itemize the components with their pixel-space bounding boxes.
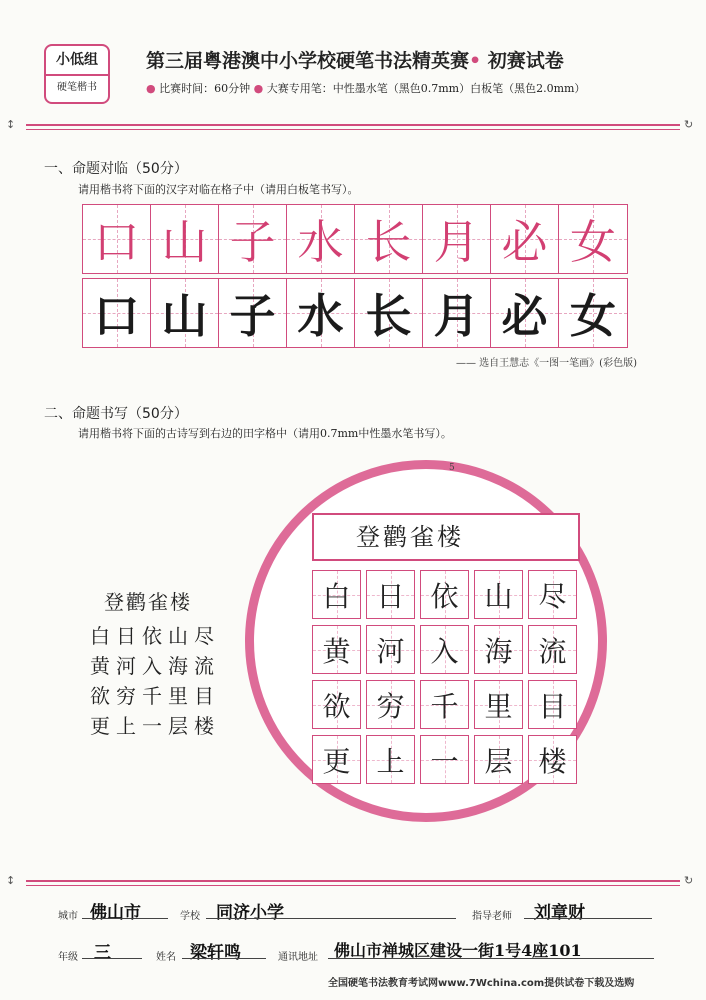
teacher-label: 指导老师 (472, 911, 512, 922)
copy-char-cell[interactable]: 月 (423, 279, 491, 347)
poem-line: 白日依山尽 (90, 624, 220, 648)
section2-title: 二、命题书写（50分） (44, 406, 188, 422)
answer-cell[interactable]: 层 (474, 735, 523, 784)
copy-char-cell[interactable]: 水 (287, 279, 355, 347)
divider-left-icon: ↕ (6, 118, 16, 131)
grade-label: 年级 (58, 952, 78, 963)
divider-right-icon: ↻ (684, 874, 694, 887)
answer-cell[interactable]: 日 (366, 570, 415, 619)
answer-cell[interactable]: 里 (474, 680, 523, 729)
school-underline (206, 918, 456, 919)
poem-line: 黄河入海流 (90, 654, 220, 678)
section2-instructions: 请用楷书将下面的古诗写到右边的田字格中（请用0.7mm中性墨水笔书写）。 (78, 427, 452, 440)
answer-cell[interactable]: 依 (420, 570, 469, 619)
exam-time: 比赛时间：60分钟 (159, 82, 251, 95)
answer-cell[interactable]: 楼 (528, 735, 577, 784)
divider-right-icon: ↻ (684, 118, 694, 131)
answer-cell[interactable]: 白 (312, 570, 361, 619)
title-separator: • (469, 50, 482, 72)
source-credit: —— 选自王慧志《一图一笔画》(彩色版) (456, 358, 637, 369)
name-label: 姓名 (156, 952, 176, 963)
grade-value[interactable]: 三 (94, 943, 111, 963)
model-char-cell: 水 (287, 205, 355, 273)
answer-cell[interactable]: 山 (474, 570, 523, 619)
group-badge (44, 44, 110, 104)
address-label: 通讯地址 (278, 952, 318, 963)
header-divider (26, 124, 680, 130)
copy-char-cell[interactable]: 长 (355, 279, 423, 347)
school-label: 学校 (180, 911, 200, 922)
section1-instructions: 请用楷书将下面的汉字对临在格子中（请用白板笔书写）。 (78, 183, 359, 196)
answer-cell[interactable]: 入 (420, 625, 469, 674)
footer-note: 全国硬笔书法教育考试网www.7Wchina.com提供试卷下载及选购 (328, 978, 635, 989)
answer-cell[interactable]: 穷 (366, 680, 415, 729)
city-underline (82, 918, 168, 919)
title-sub: 初赛试卷 (487, 50, 564, 72)
answer-cell[interactable]: 海 (474, 625, 523, 674)
answer-cell[interactable]: 流 (528, 625, 577, 674)
exam-info (146, 80, 585, 96)
circle-page-number: 5 (449, 463, 455, 473)
model-char-cell: 长 (355, 205, 423, 273)
model-char-cell: 子 (219, 205, 287, 273)
bullet-icon: ● (146, 82, 156, 95)
address-value[interactable]: 佛山市禅城区建设一街1号4座101 (334, 941, 582, 960)
answer-cell[interactable]: 千 (420, 680, 469, 729)
teacher-value[interactable]: 刘章财 (534, 903, 585, 923)
model-char-cell: 必 (491, 205, 559, 273)
answer-cell[interactable]: 尽 (528, 570, 577, 619)
name-value[interactable]: 梁轩鸣 (190, 943, 241, 963)
answer-title-box[interactable]: 登鹳雀楼 (312, 513, 580, 561)
bullet-icon: ● (253, 82, 264, 95)
address-underline (328, 958, 654, 959)
poem-line: 更上一层楼 (90, 714, 220, 738)
city-label: 城市 (58, 911, 78, 922)
copy-char-cell[interactable]: 女 (559, 279, 627, 347)
model-char-cell: 女 (559, 205, 627, 273)
divider-left-icon: ↕ (6, 874, 16, 887)
answer-cell[interactable]: 黄 (312, 625, 361, 674)
name-underline (182, 958, 266, 959)
poem-title: 登鹳雀楼 (104, 590, 192, 614)
city-value[interactable]: 佛山市 (90, 903, 141, 923)
footer-divider (26, 880, 680, 886)
copy-char-cell[interactable]: 必 (491, 279, 559, 347)
model-char-row (82, 204, 628, 274)
answer-cell[interactable]: 一 (420, 735, 469, 784)
poem-line: 欲穷千里目 (90, 684, 220, 708)
badge-group-label: 小低组 (46, 46, 108, 76)
answer-cell[interactable]: 上 (366, 735, 415, 784)
model-char-cell: 山 (151, 205, 219, 273)
answer-cell[interactable]: 欲 (312, 680, 361, 729)
copy-char-row[interactable] (82, 278, 628, 348)
model-char-cell: 口 (83, 205, 151, 273)
copy-char-cell[interactable]: 子 (219, 279, 287, 347)
badge-style-label: 硬笔楷书 (57, 82, 97, 93)
answer-cell[interactable]: 目 (528, 680, 577, 729)
school-value[interactable]: 同济小学 (216, 903, 284, 923)
section1-title: 一、命题对临（50分） (44, 161, 188, 177)
answer-cell[interactable]: 河 (366, 625, 415, 674)
answer-grid[interactable] (312, 570, 580, 784)
answer-cell[interactable]: 更 (312, 735, 361, 784)
title-main: 第三届粤港澳中小学校硬笔书法精英赛 (146, 50, 470, 72)
page-title (146, 46, 564, 73)
copy-char-cell[interactable]: 口 (83, 279, 151, 347)
model-char-cell: 月 (423, 205, 491, 273)
exam-pen: 大赛专用笔：中性墨水笔（黑色0.7mm）白板笔（黑色2.0mm） (266, 82, 586, 95)
copy-char-cell[interactable]: 山 (151, 279, 219, 347)
grade-underline (82, 958, 142, 959)
teacher-underline (524, 918, 652, 919)
